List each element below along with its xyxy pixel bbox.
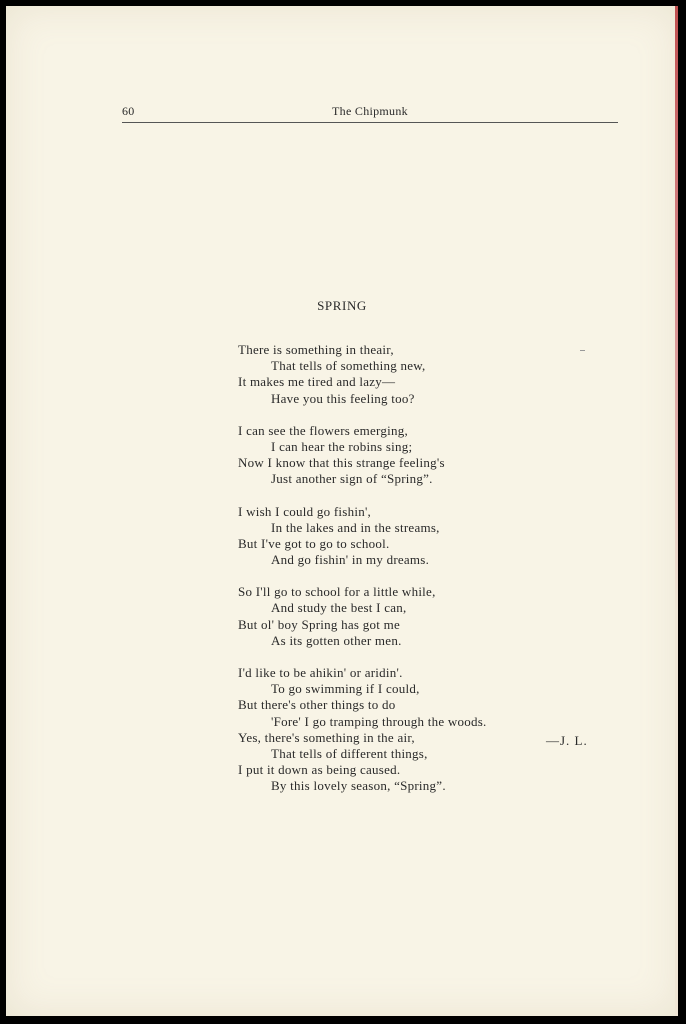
- poem-line: It makes me tired and lazy—: [238, 374, 396, 390]
- poem-line: 'Fore' I go tramping through the woods.: [271, 713, 487, 729]
- poem-line: By this lovely season, “Spring”.: [271, 778, 446, 794]
- poem-line: But ol' boy Spring has got me: [238, 616, 400, 632]
- poem-line: And study the best I can,: [271, 600, 407, 616]
- poem-line: So I'll go to school for a little while,: [238, 584, 436, 600]
- poem-line: Have you this feeling too?: [271, 390, 415, 406]
- poem-line: And go fishin' in my dreams.: [271, 552, 430, 568]
- poem-line: Just another sign of “Spring”.: [271, 471, 433, 487]
- author-signature: —J. L.: [546, 733, 588, 748]
- document-page: [6, 6, 678, 1016]
- header-rule: [122, 122, 618, 123]
- page-number: 60: [122, 104, 135, 118]
- poem-line: That tells of different things,: [271, 745, 428, 761]
- poem-line: I can see the flowers emerging,: [238, 422, 408, 438]
- poem-line: In the lakes and in the streams,: [271, 519, 440, 535]
- poem-line: That tells of something new,: [271, 358, 426, 374]
- stanza: [238, 584, 598, 649]
- poem-line: But I've got to go to school.: [238, 535, 390, 551]
- stanza: [238, 504, 598, 569]
- poem-line: There is something in theair,: [238, 342, 394, 357]
- poem-line: I can hear the robins sing;: [271, 438, 413, 454]
- poem-title: SPRING: [317, 298, 367, 313]
- stanza: [238, 342, 598, 407]
- poem-line: Yes, there's something in the air,: [238, 729, 415, 745]
- poem-line: I'd like to be ahikin' or aridin'.: [238, 665, 403, 680]
- journal-title: The Chipmunk: [332, 104, 408, 118]
- stanza: [238, 423, 598, 488]
- poem-line: To go swimming if I could,: [271, 681, 420, 697]
- running-header: [122, 104, 618, 118]
- poem-line: But there's other things to do: [238, 697, 396, 713]
- poem-line: I wish I could go fishin',: [238, 503, 372, 519]
- poem-line: As its gotten other men.: [271, 632, 402, 648]
- poem-line: I put it down as being caused.: [238, 762, 401, 778]
- page-edge: [675, 6, 678, 1016]
- poem-body: [238, 342, 598, 811]
- stanza: [238, 665, 598, 795]
- poem-line: Now I know that this strange feeling's: [238, 455, 445, 471]
